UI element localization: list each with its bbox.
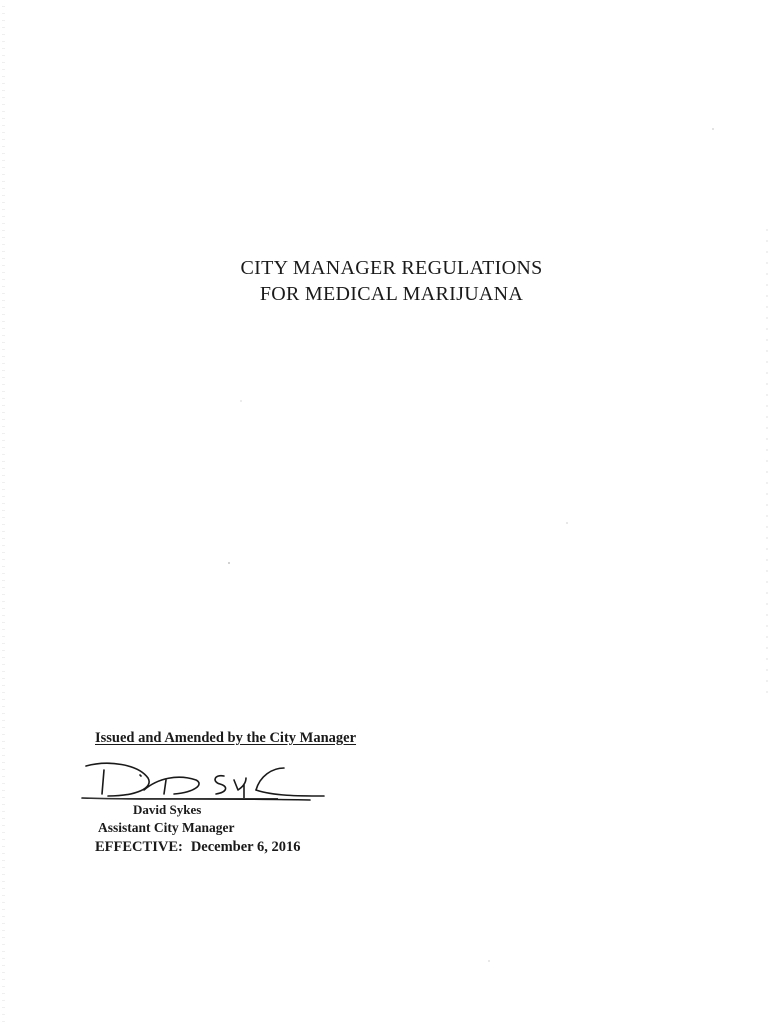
effective-date-line (95, 839, 300, 856)
effective-date: December 6, 2016 (190, 839, 301, 855)
scan-speck (712, 128, 714, 130)
issued-by-line: Issued and Amended by the City Manager (95, 730, 357, 746)
signature-rule (88, 798, 278, 799)
scan-speck (566, 522, 568, 524)
scan-speck (228, 562, 230, 564)
scan-speck (488, 960, 490, 962)
effective-label: EFFECTIVE: (95, 839, 183, 855)
handwritten-signature (78, 756, 328, 808)
title-line-2: FOR MEDICAL MARIJUANA (259, 283, 524, 305)
title-line-1: CITY MANAGER REGULATIONS (240, 257, 543, 279)
scan-speck (240, 400, 242, 402)
signatory-title: Assistant City Manager (98, 820, 235, 835)
signatory-name: David Sykes (133, 802, 202, 817)
document-title (0, 255, 770, 307)
scan-edge-left (2, 0, 5, 1024)
